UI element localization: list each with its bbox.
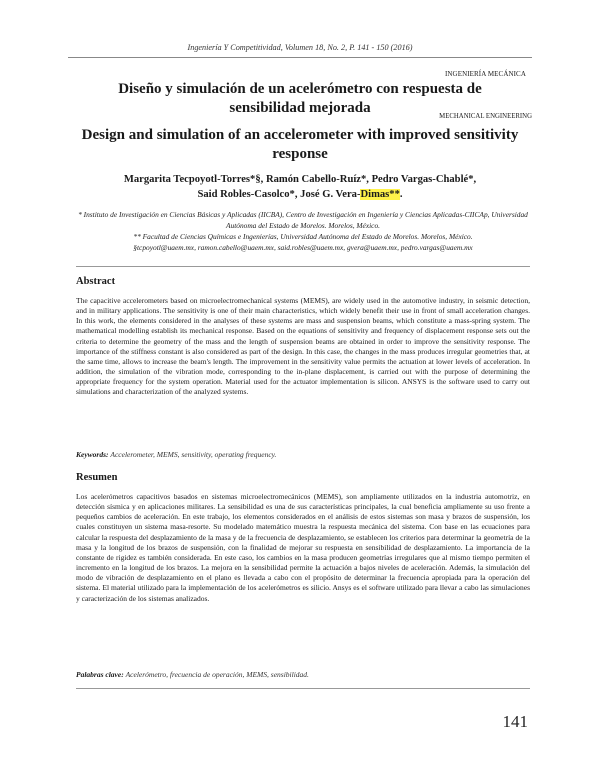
affiliations: [72, 209, 534, 253]
author-list: [80, 172, 520, 202]
keywords-values: Accelerometer, MEMS, sensitivity, operating frequency.: [110, 450, 277, 459]
section-label-english: MECHANICAL ENGINEERING: [439, 113, 532, 120]
palabras-clave-values: Acelerómetro, frecuencia de operación, MEMS, sensibilidad.: [125, 670, 309, 679]
authors-line-2-text: Said Robles-Casolco*, José G. Vera-: [197, 189, 361, 200]
page-number: 141: [502, 712, 528, 731]
palabras-clave-label: Palabras clave:: [76, 670, 124, 679]
authors-line-1: Margarita Tecpoyotl-Torres*§, Ramón Cabello-Ruíz*, Pedro Vargas-Chablé*,: [123, 174, 477, 185]
resumen-heading: Resumen: [76, 472, 118, 483]
affiliation-1: * Instituto de Investigación en Ciencias Básicas y Aplicadas (IICBA), Centro de Investigación en Ingeniería y Ciencias Aplicadas-CIICAp, Universidad Autónoma del Estado de Morelos. Morelos, México.: [78, 210, 528, 230]
authors-line-2-end: .: [399, 189, 403, 200]
abstract-body: The capacitive accelerometers based on microelectromechanical systems (MEMS), are widely used in the automotive industry, in seismic detection, and in military applications. The sensitivity is one of their main characteristics, which widely benefit their use in front of small acceleration changes. In this work, the elements considered in the analyses of these systems are mass and suspension beams, which constitute a mass-spring system. The mathematical modelling establish its mechanical response. Based on the equations of sensitivity and frequency of displacement response sets out the criteria to determine the geometry of the mass and the length of suspension beams are obtained in order to improve the sensitivity response. The importance of the stiffness constant is also considered as part of the design. In this case, the changes in the mass produces irregular geometries that, at the same time, allows to increase the beam's length. The improvement in the sensitivity value permits the actuation at lower levels of acceleration. In addition, the simulation of the vibration mode, corresponding to the in-plane displacement, is carried out with the purpose of determining the appropriate frequency for the system operation. Material used for the actuator implementation is silicon. ANSYS is the software used to carry out simulations and characterization of the analyzed systems.: [76, 296, 530, 397]
author-emails: §tcpoyotl@uaem.mx, ramon.cabello@uaem.mx, said.robles@uaem.mx, gvera@uaem.mx, pedro.vargas@uaem.mx: [133, 243, 473, 252]
authors-line-2: [80, 187, 520, 202]
keywords-label: Keywords:: [76, 450, 109, 459]
footer-divider: [76, 688, 530, 689]
journal-header: Ingeniería Y Competitividad, Volumen 18, No. 2, P. 141 - 150 (2016): [187, 43, 413, 52]
section-label-spanish: INGENIERÍA MECÁNICA: [444, 70, 526, 78]
highlighted-author-surname: Dimas**: [360, 189, 400, 200]
affiliation-2: ** Facultad de Ciencias Químicas e Ingenierías, Universidad Autónoma del Estado de Morelos. Morelos, México.: [133, 232, 473, 241]
abstract-top-divider: [76, 266, 530, 267]
title-english: Design and simulation of an accelerometer with improved sensitivity response: [81, 127, 519, 162]
title-spanish: Diseño y simulación de un acelerómetro con respuesta de sensibilidad mejorada: [118, 81, 482, 116]
keywords-english: [76, 450, 530, 459]
keywords-spanish: [76, 670, 530, 679]
header-divider: [68, 57, 532, 58]
abstract-heading: Abstract: [76, 276, 116, 287]
resumen-body: Los acelerómetros capacitivos basados en sistemas microelectromecánicos (MEMS), son ampliamente utilizados en la industria automotriz, en detección sísmica y en aplicaciones militares. La sensibilidad es una de sus características principales, la cual beneficia ampliamente su uso frente a pequeños cambios de aceleración. En este trabajo, los elementos considerados en el análisis de estos sistemas son masa y brazos de suspensión, los cuales constituyen un sistema masa-resorte. Su modelado matemático muestra la respuesta mecánica del sistema. Con base en las ecuaciones para calcular la respuesta del desplazamiento de la masa y de la frecuencia de desplazamiento, se establecen los criterios para determinar la geometría de la masa y la longitud de los brazos de suspensión, con la finalidad de mejorar su respuesta en sensibilidad de desplazamiento. La importancia de la constante de rigidez es también considerada. En este caso, los cambios en la masa producen geometrías irregulares que al mismo tiempo permiten el incremento en la longitud de los brazos. La mejora en la sensibilidad permite la actuación a bajos niveles de aceleración. Además, la simulación del modo de vibración de desplazamiento en el plano es llevada a cabo con el propósito de determinar la frecuencia apropiada para la operación del sistema. El material utilizado para la implementación de los acelerómetros es silicio. Ansys es el software utilizado para llevar a cabo las simulaciones y caracterización de los sistemas analizados.: [76, 492, 530, 603]
